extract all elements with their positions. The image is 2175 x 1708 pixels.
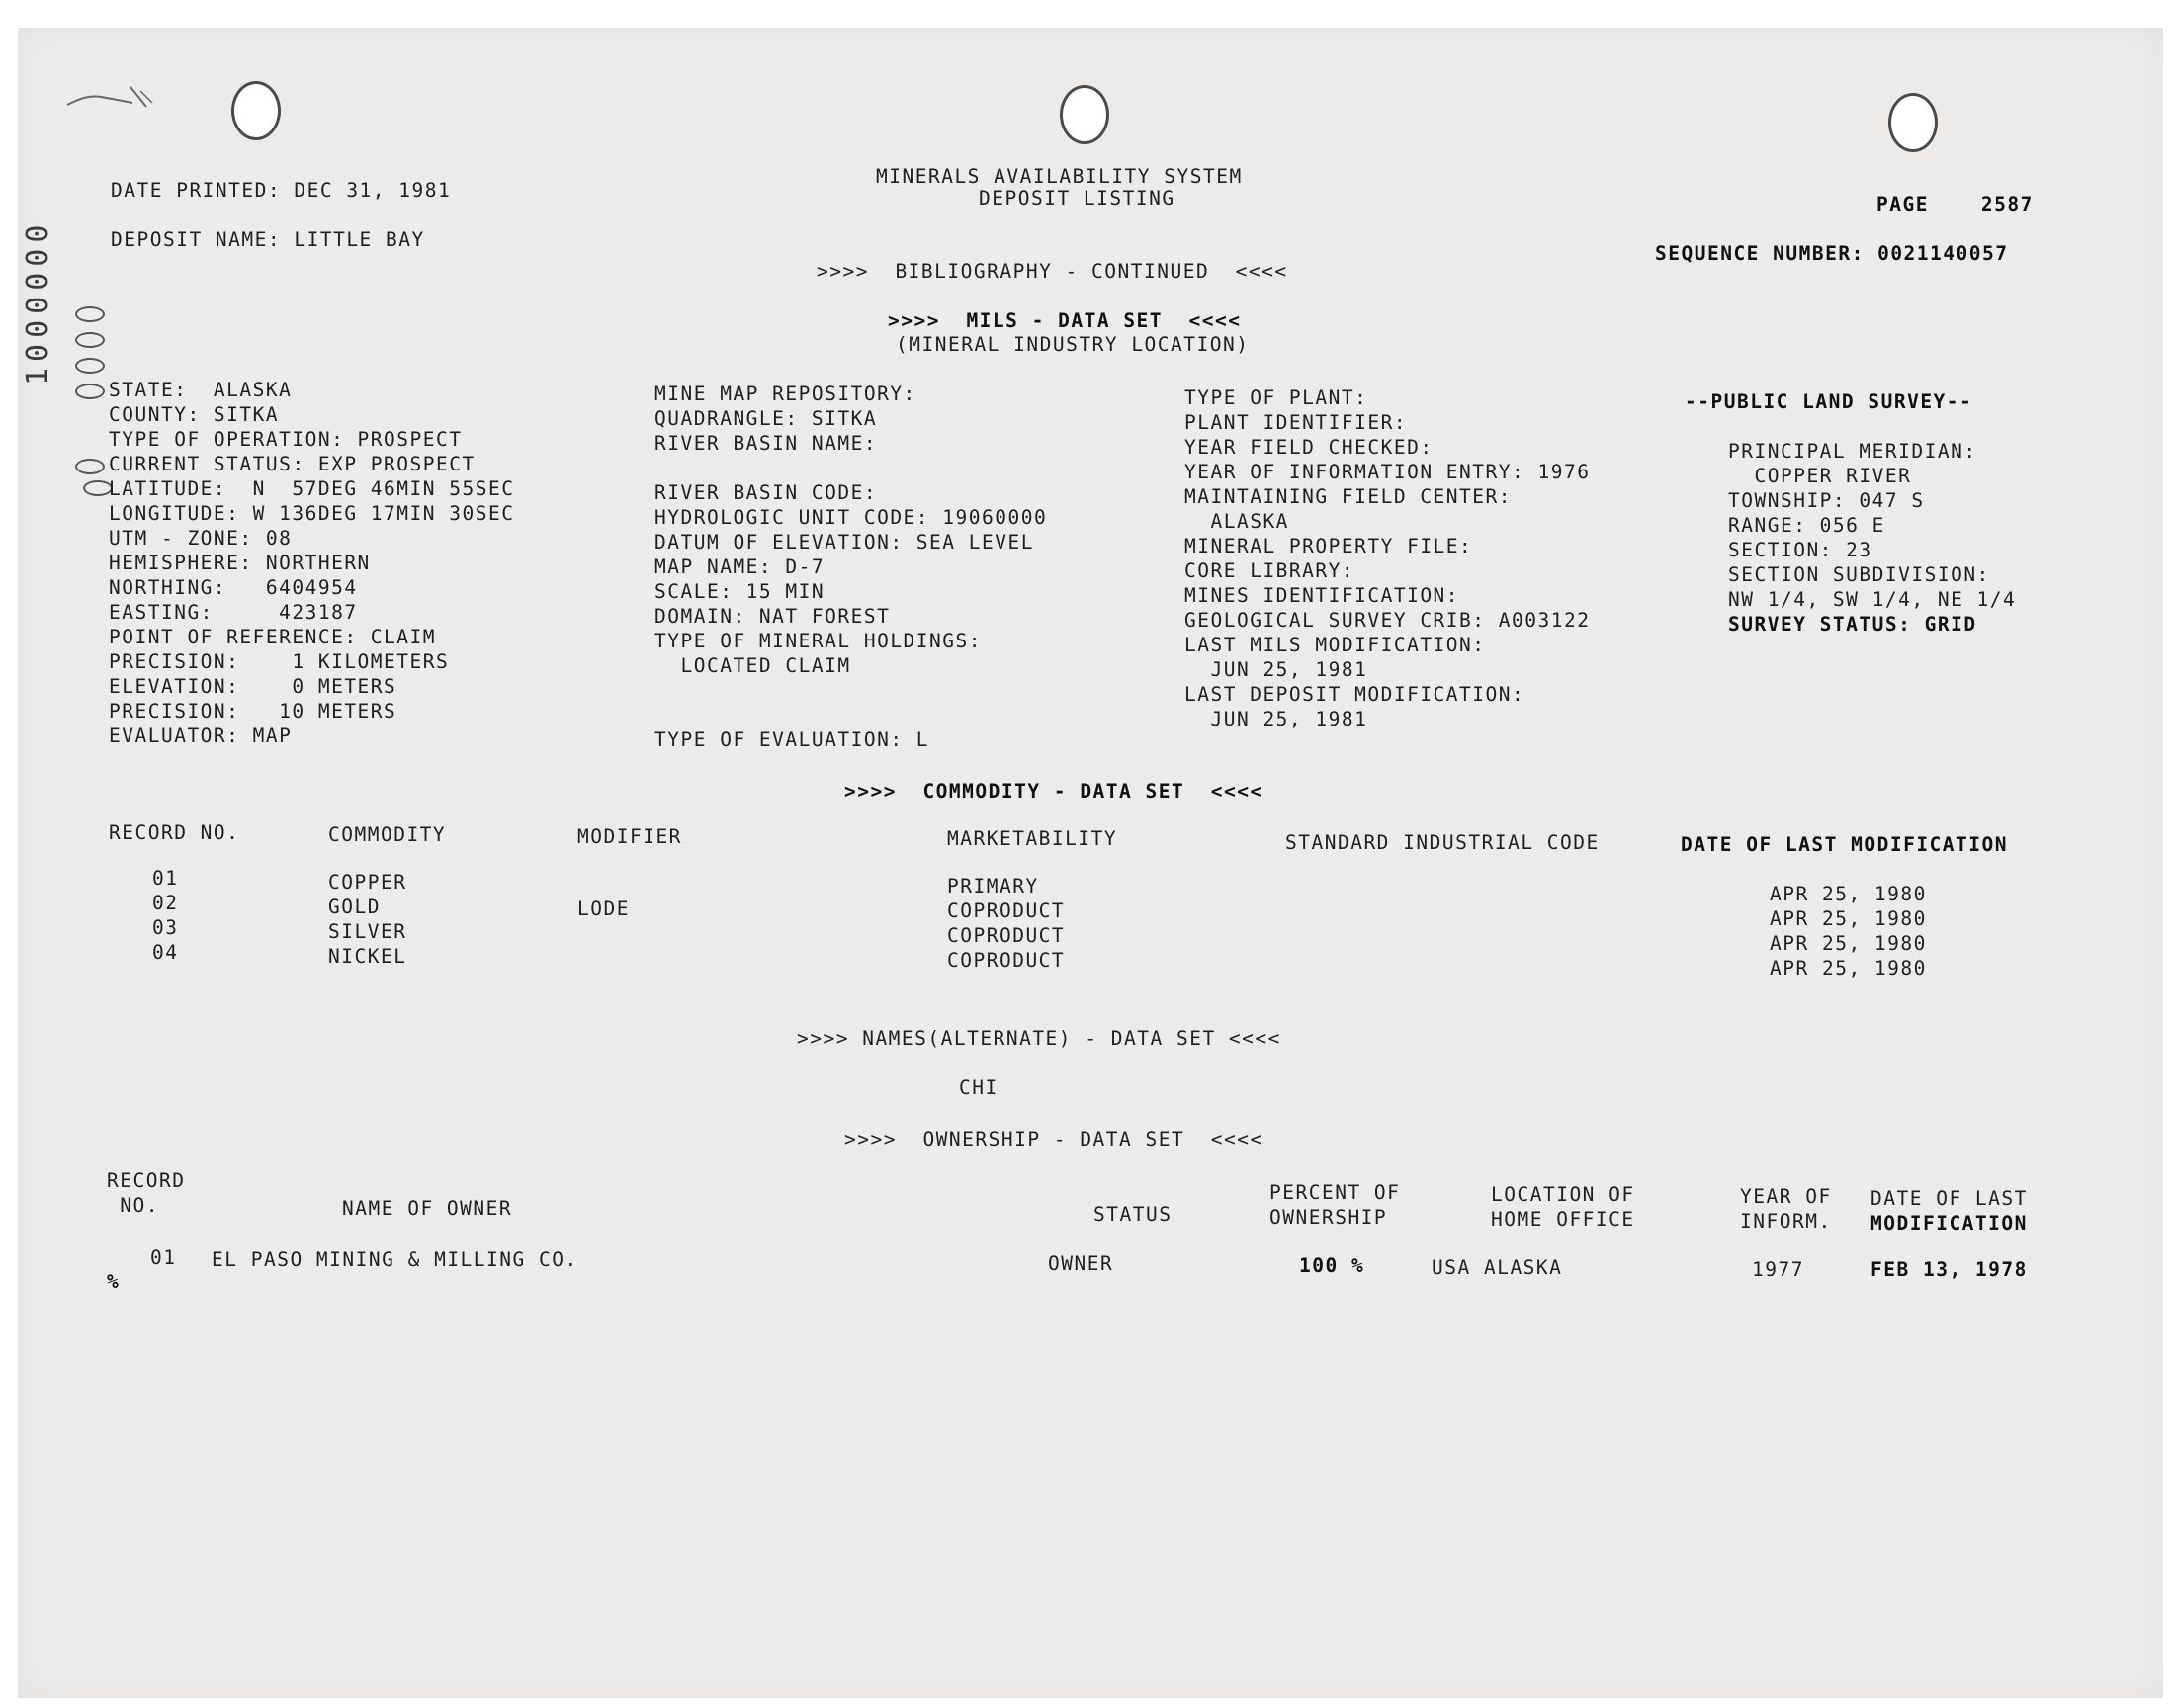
mils-field: LONGITUDE: W 136DEG 17MIN 30SEC (109, 502, 515, 525)
alternate-name: CHI (959, 1076, 999, 1099)
record-number: 01 (150, 1246, 177, 1269)
marketability: PRIMARY (947, 875, 1039, 897)
side-numerals: 1000000 (21, 218, 55, 385)
owner-status: OWNER (1048, 1252, 1114, 1275)
mils-field: SECTION: 23 (1728, 539, 1872, 561)
end-of-record-mark: % (107, 1270, 121, 1293)
commodity-name: NICKEL (328, 945, 407, 968)
mils-field: JUN 25, 1981 (1184, 658, 1368, 681)
col-header-record: RECORD (107, 1169, 186, 1192)
margin-mark (75, 358, 105, 374)
mils-field: NORTHING: 6404954 (109, 576, 358, 599)
mils-field: UTM - ZONE: 08 (109, 527, 293, 550)
record-number: 04 (152, 941, 179, 964)
pen-scribble-mark (61, 77, 170, 117)
mils-field: MAP NAME: D-7 (654, 555, 826, 578)
marketability: COPRODUCT (947, 899, 1066, 922)
mils-field: YEAR FIELD CHECKED: (1184, 436, 1434, 459)
last-modified: APR 25, 1980 (1770, 883, 1927, 905)
mils-field: HEMISPHERE: NORTHERN (109, 552, 371, 574)
col-header-percent: PERCENT OF (1269, 1181, 1401, 1204)
bibliography-heading: >>>> BIBLIOGRAPHY - CONTINUED <<<< (817, 260, 1288, 283)
mils-field: SECTION SUBDIVISION: (1728, 563, 1990, 586)
names-section-title: >>>> NAMES(ALTERNATE) - DATA SET <<<< (797, 1027, 1281, 1050)
mils-field: COPPER RIVER (1728, 465, 1912, 487)
col-header-year: INFORM. (1740, 1210, 1832, 1233)
col-header-modifier: MODIFIER (577, 825, 682, 848)
margin-mark (75, 306, 105, 322)
last-modified: FEB 13, 1978 (1870, 1258, 2028, 1281)
mils-field: CORE LIBRARY: (1184, 559, 1355, 582)
mils-section-title: >>>> MILS - DATA SET <<<< (888, 309, 1242, 332)
mils-field: YEAR OF INFORMATION ENTRY: 1976 (1184, 461, 1591, 483)
mils-field: DATUM OF ELEVATION: SEA LEVEL (654, 531, 1034, 554)
col-header-commodity: COMMODITY (328, 823, 447, 846)
printout-page (18, 28, 2163, 1698)
mils-field: EVALUATOR: MAP (109, 725, 293, 747)
mils-field: POINT OF REFERENCE: CLAIM (109, 626, 436, 648)
col-header-date: DATE OF LAST (1870, 1187, 2028, 1210)
mils-field: PRINCIPAL MERIDIAN: (1728, 440, 1977, 463)
col-header-marketability: MARKETABILITY (947, 827, 1118, 850)
public-land-survey-title: --PUBLIC LAND SURVEY-- (1685, 390, 1973, 413)
col-header-percent: OWNERSHIP (1269, 1206, 1388, 1229)
sequence-number: SEQUENCE NUMBER: 0021140057 (1655, 242, 2009, 265)
commodity-section-title: >>>> COMMODITY - DATA SET <<<< (844, 780, 1263, 803)
mils-field: RIVER BASIN NAME: (654, 432, 878, 455)
mils-field: ALASKA (1184, 510, 1289, 533)
binder-hole-left (231, 81, 281, 140)
mils-field: SCALE: 15 MIN (654, 580, 826, 603)
commodity-name: COPPER (328, 871, 407, 894)
mils-field: COUNTY: SITKA (109, 403, 280, 426)
page-number: PAGE 2587 (1876, 193, 2034, 215)
marketability: COPRODUCT (947, 924, 1066, 947)
mils-field: LOCATED CLAIM (654, 654, 851, 677)
mils-field: LATITUDE: N 57DEG 46MIN 55SEC (109, 477, 515, 500)
margin-mark (75, 332, 105, 348)
mils-field: EASTING: 423187 (109, 601, 358, 624)
mils-field: MINES IDENTIFICATION: (1184, 584, 1460, 607)
mils-field: DOMAIN: NAT FOREST (654, 605, 891, 628)
listing-title: DEPOSIT LISTING (979, 187, 1175, 210)
binder-hole-center (1060, 85, 1109, 144)
ownership-section-title: >>>> OWNERSHIP - DATA SET <<<< (844, 1128, 1263, 1151)
col-header-location: HOME OFFICE (1491, 1208, 1635, 1231)
mils-field: GEOLOGICAL SURVEY CRIB: A003122 (1184, 609, 1591, 632)
last-modified: APR 25, 1980 (1770, 957, 1927, 980)
year-of-information: 1977 (1752, 1258, 1804, 1281)
system-title: MINERALS AVAILABILITY SYSTEM (876, 165, 1243, 188)
col-header-owner: NAME OF OWNER (342, 1197, 513, 1220)
ownership-percent: 100 % (1299, 1254, 1365, 1277)
mils-field: LAST DEPOSIT MODIFICATION: (1184, 683, 1525, 706)
mils-section-subtitle: (MINERAL INDUSTRY LOCATION) (896, 333, 1250, 356)
mils-field: PRECISION: 10 METERS (109, 700, 397, 723)
col-header-sic: STANDARD INDUSTRIAL CODE (1285, 831, 1600, 854)
mils-field: JUN 25, 1981 (1184, 708, 1368, 730)
mils-field: TYPE OF OPERATION: PROSPECT (109, 428, 463, 451)
mils-field: RIVER BASIN CODE: (654, 481, 878, 504)
mils-field: TOWNSHIP: 047 S (1728, 489, 1925, 512)
home-office: USA ALASKA (1432, 1256, 1563, 1279)
binder-hole-right (1888, 93, 1938, 152)
col-header-record: RECORD NO. (109, 821, 240, 844)
mils-field: RANGE: 056 E (1728, 514, 1885, 537)
record-number: 02 (152, 892, 179, 914)
mils-field: PLANT IDENTIFIER: (1184, 411, 1408, 434)
deposit-name: DEPOSIT NAME: LITTLE BAY (111, 228, 425, 251)
date-printed: DATE PRINTED: DEC 31, 1981 (111, 179, 452, 202)
col-header-date: MODIFICATION (1870, 1212, 2028, 1235)
margin-mark (75, 459, 105, 474)
mils-field: NW 1/4, SW 1/4, NE 1/4 (1728, 588, 2017, 611)
mils-field: TYPE OF MINERAL HOLDINGS: (654, 630, 982, 652)
mils-field: PRECISION: 1 KILOMETERS (109, 650, 450, 673)
mils-field: CURRENT STATUS: EXP PROSPECT (109, 453, 476, 475)
mils-field: HYDROLOGIC UNIT CODE: 19060000 (654, 506, 1048, 529)
record-number: 01 (152, 867, 179, 890)
mils-field: MINE MAP REPOSITORY: (654, 383, 916, 405)
mils-field: LAST MILS MODIFICATION: (1184, 634, 1486, 656)
marketability: COPRODUCT (947, 949, 1066, 972)
mils-field: ELEVATION: 0 METERS (109, 675, 397, 698)
mils-field: MINERAL PROPERTY FILE: (1184, 535, 1473, 557)
modifier: LODE (577, 897, 630, 920)
col-header-location: LOCATION OF (1491, 1183, 1635, 1206)
mils-field: TYPE OF PLANT: (1184, 386, 1368, 409)
mils-field: STATE: ALASKA (109, 379, 293, 401)
col-header-year: YEAR OF (1740, 1185, 1832, 1208)
commodity-name: SILVER (328, 920, 407, 943)
owner-name: EL PASO MINING & MILLING CO. (212, 1248, 578, 1271)
record-number: 03 (152, 916, 179, 939)
col-header-date: DATE OF LAST MODIFICATION (1681, 833, 2008, 856)
col-header-status: STATUS (1093, 1203, 1173, 1226)
mils-field: SURVEY STATUS: GRID (1728, 613, 1977, 636)
commodity-name: GOLD (328, 896, 381, 918)
mils-field: TYPE OF EVALUATION: L (654, 728, 930, 751)
last-modified: APR 25, 1980 (1770, 907, 1927, 930)
last-modified: APR 25, 1980 (1770, 932, 1927, 955)
col-header-record: NO. (107, 1194, 159, 1217)
mils-field: QUADRANGLE: SITKA (654, 407, 878, 430)
margin-mark (75, 384, 105, 399)
mils-field: MAINTAINING FIELD CENTER: (1184, 485, 1512, 508)
